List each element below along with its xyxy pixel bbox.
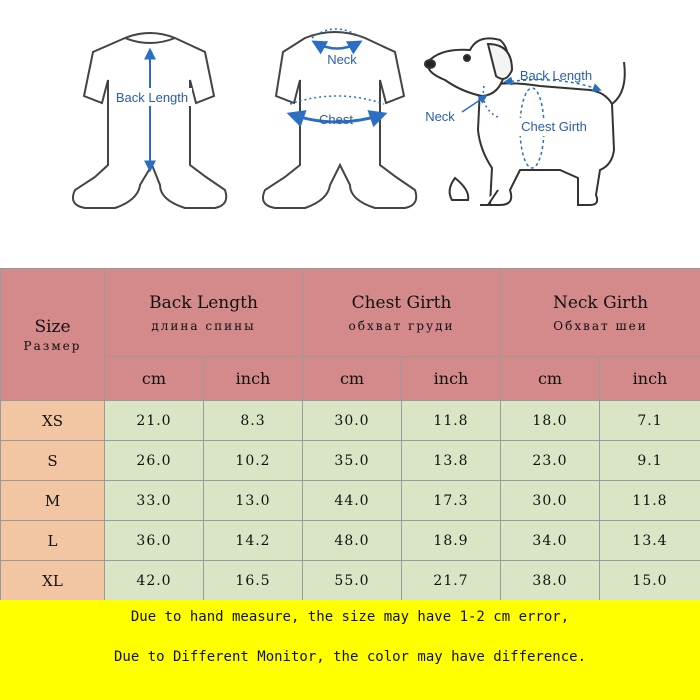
back-length-label: Back Length (115, 90, 189, 105)
value-cell: 11.8 (402, 401, 501, 441)
value-cell: 15.0 (600, 561, 700, 601)
notes-banner (0, 600, 700, 700)
size-cell: XL (1, 561, 105, 601)
note-hand-measure: Due to hand measure, the size may have 1-2 cm error, (130, 609, 570, 625)
value-cell: 13.4 (600, 521, 700, 561)
value-cell: 33.0 (105, 481, 204, 521)
value-cell: 17.3 (402, 481, 501, 521)
value-cell: 10.2 (204, 441, 303, 481)
unit-header: inch (402, 357, 501, 401)
value-cell: 38.0 (501, 561, 600, 601)
unit-header: cm (105, 357, 204, 401)
size-cell: XS (1, 401, 105, 441)
size-cell: M (1, 481, 105, 521)
table-row (1, 401, 700, 441)
value-cell: 26.0 (105, 441, 204, 481)
value-cell: 36.0 (105, 521, 204, 561)
value-cell: 11.8 (600, 481, 700, 521)
size-header: Size Размер (1, 269, 105, 401)
value-cell: 55.0 (303, 561, 402, 601)
measurement-illustration (0, 0, 700, 268)
unit-header: inch (600, 357, 700, 401)
value-cell: 18.0 (501, 401, 600, 441)
chest-girth-header: Chest Girth обхват груди (303, 269, 501, 357)
value-cell: 23.0 (501, 441, 600, 481)
neck-girth-header: Neck Girth Обхват шеи (501, 269, 700, 357)
back-length-header: Back Length длина спины (105, 269, 303, 357)
size-chart-table (0, 268, 700, 601)
value-cell: 14.2 (204, 521, 303, 561)
table-row (1, 441, 700, 481)
value-cell: 13.8 (402, 441, 501, 481)
table-row (1, 521, 700, 561)
value-cell: 13.0 (204, 481, 303, 521)
value-cell: 18.9 (402, 521, 501, 561)
dog-neck-label: Neck (425, 109, 455, 124)
value-cell: 16.5 (204, 561, 303, 601)
value-cell: 9.1 (600, 441, 700, 481)
value-cell: 35.0 (303, 441, 402, 481)
value-cell: 21.7 (402, 561, 501, 601)
value-cell: 48.0 (303, 521, 402, 561)
chest-label: Chest (319, 112, 353, 127)
value-cell: 34.0 (501, 521, 600, 561)
neck-label: Neck (327, 52, 357, 67)
note-monitor-color: Due to Different Monitor, the color may have difference. (113, 649, 586, 665)
value-cell: 30.0 (303, 401, 402, 441)
table-row (1, 561, 700, 601)
value-cell: 44.0 (303, 481, 402, 521)
value-cell: 30.0 (501, 481, 600, 521)
size-cell: L (1, 521, 105, 561)
value-cell: 21.0 (105, 401, 204, 441)
dog-chest-girth-label: Chest Girth (521, 119, 587, 134)
unit-header: cm (303, 357, 402, 401)
table-row (1, 481, 700, 521)
unit-header: inch (204, 357, 303, 401)
value-cell: 7.1 (600, 401, 700, 441)
unit-header: cm (501, 357, 600, 401)
dog-back-length-label: Back Length (519, 68, 593, 83)
value-cell: 42.0 (105, 561, 204, 601)
size-cell: S (1, 441, 105, 481)
value-cell: 8.3 (204, 401, 303, 441)
